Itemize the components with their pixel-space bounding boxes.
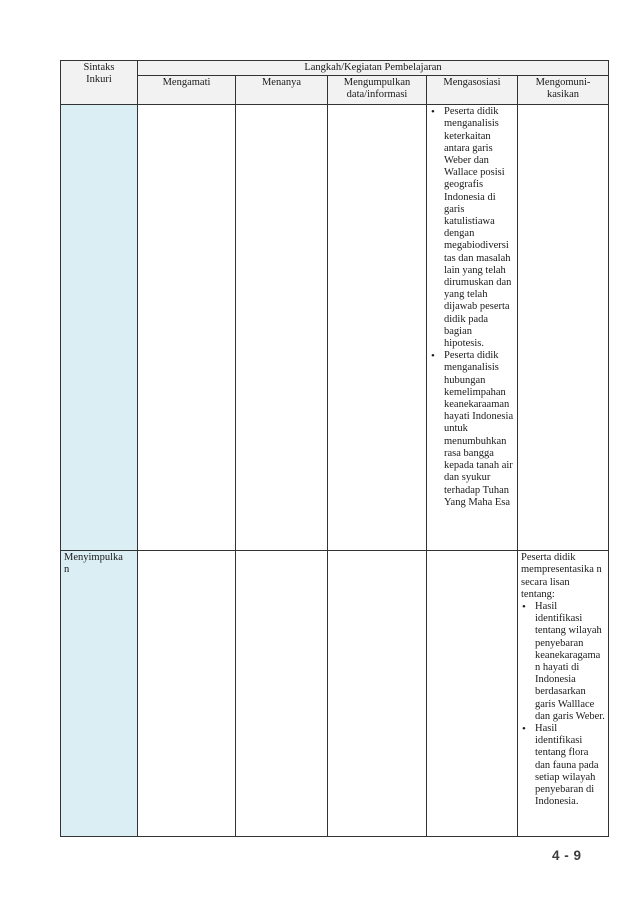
- sintaks-cell: Menyimpulka n: [61, 551, 138, 837]
- mengamati-cell: [138, 105, 236, 551]
- column-header-mengumpulkan: Mengumpulkan data/informasi: [328, 76, 427, 105]
- menanya-cell: [236, 105, 328, 551]
- list-item: • Peserta didik menganalisis hubungan kemelimpahan keanekaraaman hayati Indonesia untuk menumbuhkan rasa bangga kepada tanah air dan syukur terhadap Tuhan Yang Maha Esa: [430, 350, 514, 509]
- column-header-mengamati: Mengamati: [138, 76, 236, 105]
- mengomunikasikan-cell: [518, 551, 609, 837]
- mengomunikasikan-intro: Peserta didik mempresentasika n secara lisan tentang:: [521, 552, 602, 600]
- column-header-menanya: Menanya: [236, 76, 328, 105]
- list-item: • Hasil identifikasi tentang wilayah penyebaran keanekaragama n hayati di Indonesia berdasarkan garis Walllace dan garis Weber.: [521, 601, 605, 723]
- langkah-kegiatan-header: Langkah/Kegiatan Pembelajaran: [138, 61, 609, 76]
- mengumpulkan-cell: [328, 551, 427, 837]
- mengasosiasi-cell: [427, 105, 518, 551]
- table-row: [61, 105, 609, 551]
- learning-steps-table: [60, 60, 609, 837]
- page-number: 4 - 9: [552, 848, 582, 863]
- column-header-mengasosiasi: Mengasosiasi: [427, 76, 518, 105]
- mengamati-cell: [138, 551, 236, 837]
- sintaks-inkuri-header: Sintaks Inkuri: [61, 61, 138, 105]
- mengumpulkan-cell: [328, 105, 427, 551]
- column-header-mengomunikasikan: Mengomuni- kasikan: [518, 76, 609, 105]
- list-item: • Hasil identifikasi tentang flora dan fauna pada setiap wilayah penyebaran di Indonesia.: [521, 723, 605, 808]
- sintaks-cell: [61, 105, 138, 551]
- mengasosiasi-list: [430, 106, 514, 509]
- list-item: • Peserta didik menganalisis keterkaitan antara garis Weber dan Wallace posisi geografis Indonesia di garis katulistiawa dengan megabiodiversi tas dan masalah lain yang telah dirumuskan dan yang telah dijawab peserta didik pada bagian hipotesis.: [430, 106, 514, 350]
- table-header-row: [61, 61, 609, 76]
- mengomunikasikan-cell: [518, 105, 609, 551]
- mengomunikasikan-list: [521, 601, 605, 808]
- mengasosiasi-cell: [427, 551, 518, 837]
- table-row: [61, 551, 609, 837]
- menanya-cell: [236, 551, 328, 837]
- table-subheader-row: [61, 76, 609, 105]
